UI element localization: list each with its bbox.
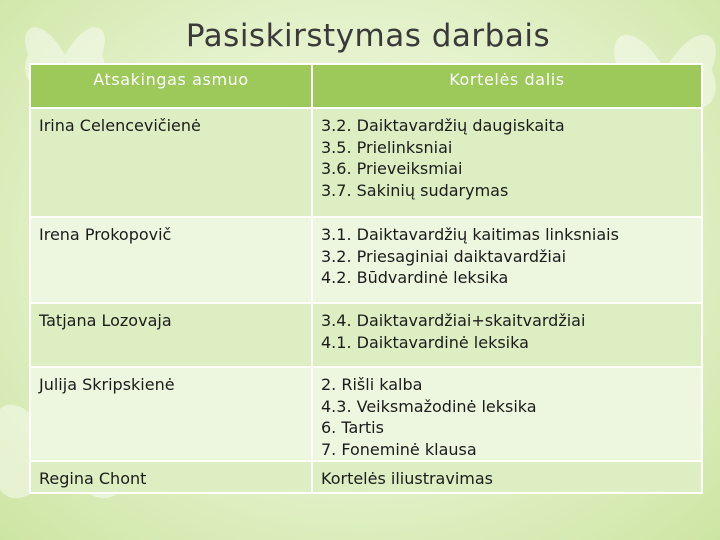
header-responsible-person — [30, 64, 312, 108]
person-name: Julija Skripskienė — [39, 375, 175, 394]
card-part-item: 7. Foneminė klausa — [321, 439, 477, 459]
card-part-item: 3.2. Priesaginiai daiktavardžiai — [321, 246, 567, 266]
card-part-item: 2. Rišli kalba — [321, 375, 423, 394]
person-name-cell — [30, 108, 312, 217]
table-row — [30, 217, 702, 303]
person-name-cell — [30, 461, 312, 493]
person-name-cell — [30, 217, 312, 303]
table-row — [30, 367, 702, 461]
assignment-table — [29, 63, 703, 494]
card-part-item: 3.6. Prieveiksmiai — [321, 159, 463, 178]
person-name-cell — [30, 367, 312, 461]
card-part-item: 3.1. Daiktavardžių kaitimas linksniais — [321, 225, 619, 244]
person-name-cell — [30, 303, 312, 367]
card-part-item: 3.4. Daiktavardžiai+skaitvardžiai — [321, 311, 586, 330]
person-name: Irena Prokopovič — [39, 225, 172, 244]
card-parts-cell — [312, 303, 702, 367]
header-card-part — [312, 64, 702, 108]
card-part-item: 6. Tartis — [321, 418, 384, 437]
card-part-item: 3.2. Daiktavardžių daugiskaita — [321, 116, 565, 135]
table-row — [30, 108, 702, 217]
card-part-item: 3.7. Sakinių sudarymas — [321, 180, 509, 200]
card-part-item: 4.1. Daiktavardinė leksika — [321, 332, 529, 352]
header-card-part-label: Kortelės dalis — [449, 70, 565, 89]
card-parts-cell — [312, 217, 702, 303]
card-parts-cell — [312, 108, 702, 217]
card-part-item: Kortelės iliustravimas — [321, 469, 493, 488]
table-header-row — [30, 64, 702, 108]
card-part-item: 4.2. Būdvardinė leksika — [321, 268, 509, 287]
person-name: Tatjana Lozovaja — [39, 311, 172, 330]
header-responsible-person-label: Atsakingas asmuo — [93, 70, 249, 89]
person-name: Irina Celencevičienė — [39, 116, 201, 135]
person-name: Regina Chont — [39, 469, 147, 488]
card-parts-cell — [312, 461, 702, 493]
slide-title: Pasiskirstymas darbais — [185, 18, 551, 54]
card-part-item: 4.3. Veiksmažodinė leksika — [321, 396, 537, 416]
table-row — [30, 461, 702, 493]
card-parts-cell — [312, 367, 702, 461]
table-row — [30, 303, 702, 367]
card-part-item: 3.5. Prielinksniai — [321, 137, 453, 157]
